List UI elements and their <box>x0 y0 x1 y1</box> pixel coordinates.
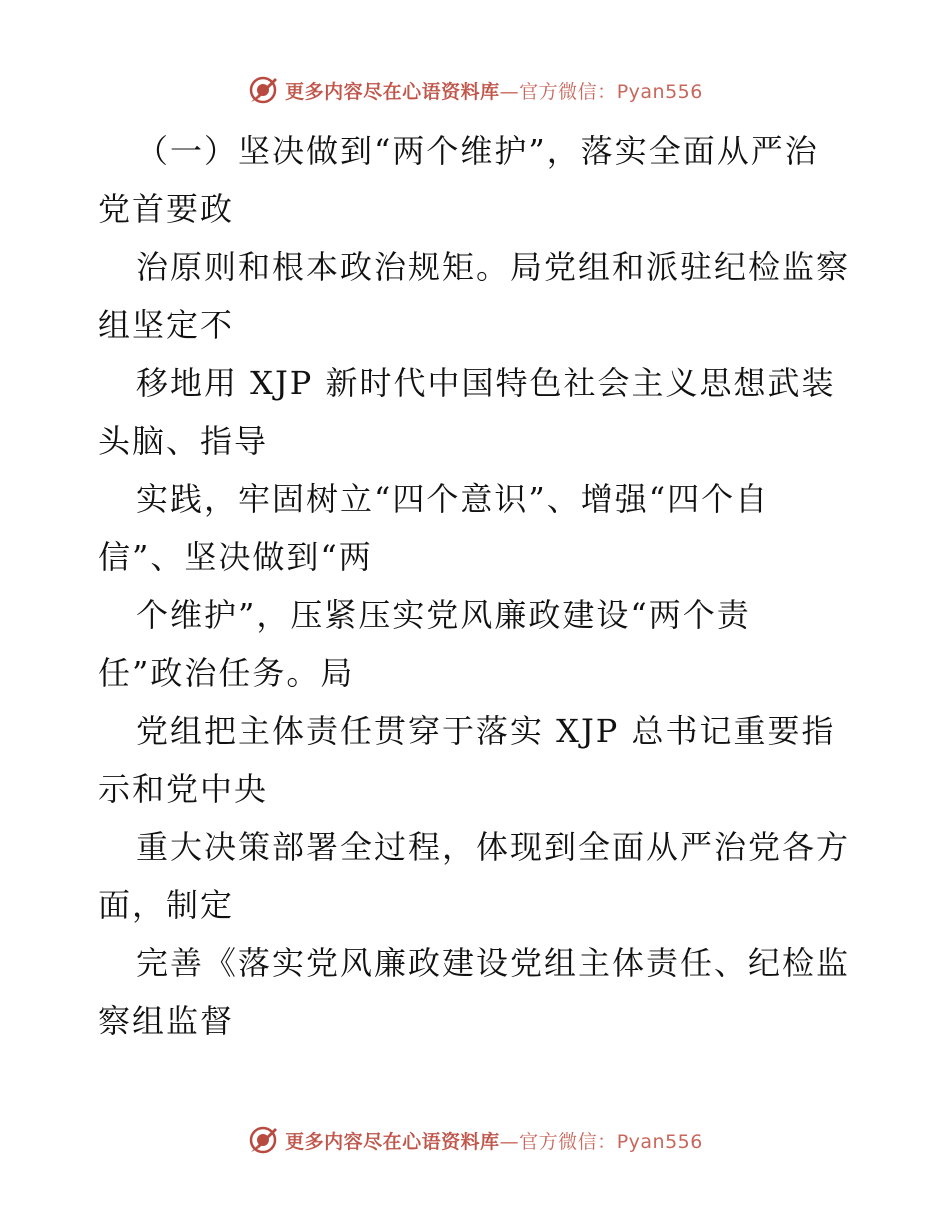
watermark-site-name: 更多内容尽在心语资料库 <box>285 80 500 103</box>
paragraph-line: 组坚定不 <box>98 306 235 344</box>
paragraph-line: 党首要政 <box>98 190 235 228</box>
paragraph-line: 治原则和根本政治规矩。局党组和派驻纪检监察 <box>136 248 851 286</box>
watermark-wechat-label: 官方微信： <box>519 80 617 103</box>
pen-logo-icon <box>247 1124 279 1156</box>
pen-logo-icon <box>247 74 279 106</box>
paragraph-line: 面，制定 <box>98 886 235 924</box>
paragraph-line: 完善《落实党风廉政建设党组主体责任、纪检监 <box>136 944 851 982</box>
paragraph-line: 重大决策部署全过程，体现到全面从严治党各方 <box>136 828 851 866</box>
watermark-wechat-id: Pyan556 <box>616 80 703 103</box>
footer-watermark-banner <box>0 1120 950 1160</box>
paragraph-line: 信”、坚决做到“两 <box>98 538 373 576</box>
watermark-site-name: 更多内容尽在心语资料库 <box>285 1130 500 1153</box>
paragraph-line: 移地用 XJP 新时代中国特色社会主义思想武装 <box>136 364 836 402</box>
watermark-text <box>285 77 703 104</box>
paragraph-line: 实践，牢固树立“四个意识”、增强“四个自 <box>136 480 770 518</box>
paragraph-line: 察组监督 <box>98 1002 235 1040</box>
paragraph-line: 党组把主体责任贯穿于落实 XJP 总书记重要指 <box>136 712 836 750</box>
watermark-text <box>285 1127 703 1154</box>
document-body <box>98 122 868 1050</box>
paragraph-line: 示和党中央 <box>98 770 269 808</box>
watermark-separator: — <box>499 1130 520 1153</box>
watermark-wechat-label: 官方微信： <box>519 1130 617 1153</box>
header-watermark-banner <box>0 70 950 110</box>
watermark-wechat-id: Pyan556 <box>616 1130 703 1153</box>
paragraph-line: （一）坚决做到“两个维护”，落实全面从严治 <box>136 132 819 170</box>
paragraph-line: 个维护”，压紧压实党风廉政建设“两个责 <box>136 596 751 634</box>
paragraph-line: 任”政治任务。局 <box>98 654 355 692</box>
watermark-separator: — <box>499 80 520 103</box>
paragraph-line: 头脑、指导 <box>98 422 269 460</box>
